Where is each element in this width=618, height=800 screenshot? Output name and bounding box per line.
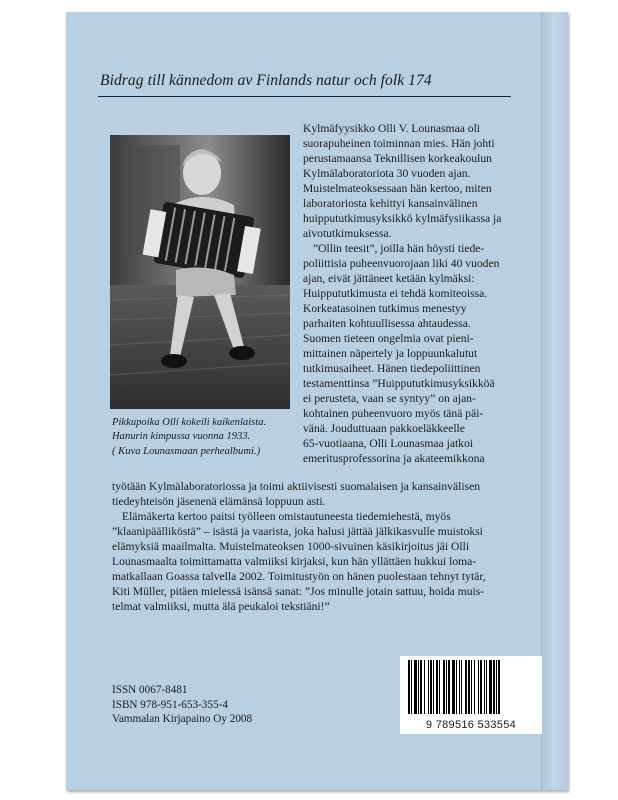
barcode-bar: [436, 660, 438, 714]
barcode-bar: [414, 660, 417, 714]
barcode-bar: [411, 660, 412, 714]
blurb-line: huippututkimusyksikkö kylmäfysiikassa ja: [303, 212, 502, 225]
blurb-line: aivotutkimuksessa.: [303, 227, 392, 240]
barcode-bar: [468, 660, 470, 714]
blurb-line: ajan, eivät jättäneet ketään kylmäksi:: [303, 272, 475, 285]
blurb-line: elämyksiä maailmalta. Muistelmateoksen 1000-sivuinen käsikirjoitus jäi Olli: [112, 540, 470, 553]
barcode-bar: [439, 660, 440, 714]
blurb-line: tutkimusaiheet. Hänen tiedepoliittinen: [303, 362, 481, 375]
blurb-line: Korkeatasoinen tutkimus menestyy: [303, 302, 467, 315]
blurb-line: laboratoriosta kehittyi kansainvälinen: [303, 197, 478, 210]
isbn: ISBN 978-951-653-355-4: [112, 698, 228, 711]
barcode-bar: [493, 660, 495, 714]
blurb-line: Kylmälaboratoriota 30 vuoden ajan.: [303, 167, 471, 180]
blurb-line: poliittisia puheenvuorojaan liki 40 vuoden: [303, 257, 500, 270]
blurb-line: Suomen tieteen ongelmia ovat pieni-: [303, 332, 474, 345]
barcode-number: 9 789516 533554: [425, 719, 517, 731]
blurb-line: Huippututkimusta ei tehdä komiteoissa.: [303, 287, 488, 300]
barcode-bar: [433, 660, 434, 714]
blurb-full-width: [112, 479, 532, 614]
photo-caption: [112, 416, 312, 459]
blurb-line: tiedeyhteisön jäsenenä elämänsä loppuun asti.: [112, 495, 326, 508]
blurb-line: mittainen näpertely ja loppuunkalutut: [303, 347, 478, 360]
series-title: Bidrag till kännedom av Finlands natur och folk 174: [100, 72, 432, 89]
blurb-line: Kiti Müller, pitäen mielessä isänsä sanat: ”Jos minulle jotain sattuu, hoida muis-: [112, 585, 485, 598]
book-back-cover: [66, 12, 568, 790]
barcode-bars: [400, 656, 542, 718]
barcode-bar: [443, 660, 445, 714]
barcode-bar: [430, 660, 432, 714]
blurb-line: Kylmäfyysikko Olli V. Lounasmaa oli: [303, 122, 481, 135]
barcode-bar: [486, 660, 487, 714]
barcode-bar: [446, 660, 447, 714]
barcode-bar: [480, 660, 482, 714]
barcode-bar: [428, 660, 429, 714]
blurb-line: ei perusteta, vaan se syntyy” on ajan-: [303, 392, 476, 405]
barcode-bar: [474, 660, 475, 714]
blurb-line: parhaiten kohtuullisessa ahtaudessa.: [303, 317, 471, 330]
barcode-bar: [424, 660, 425, 714]
barcode-bar: [452, 660, 455, 714]
caption-line: Pikkupoika Olli kokeili kaikenlaista.: [112, 417, 267, 428]
barcode: [400, 656, 542, 734]
photo-image: [110, 135, 290, 409]
blurb-line: matkallaan Goassa talvella 2002. Toimitustyön on hänen puolestaan tehnyt tytär,: [112, 570, 486, 583]
barcode-bar: [459, 660, 460, 714]
caption-line: Hanurin kimpussa vuonna 1933.: [112, 431, 251, 443]
blurb-line: kohtainen puheenvuoro myös tänä päi-: [303, 407, 484, 420]
barcode-bar: [489, 660, 492, 714]
blurb-line: suorapuheinen toiminnan mies. Hän johti: [303, 137, 495, 150]
blurb-line: testamenttinsa ”Huippututkimusyksikköä: [303, 377, 495, 390]
series-title-underline: [98, 96, 511, 97]
book-spine: [541, 12, 568, 790]
barcode-bar: [448, 660, 450, 714]
printer: Vammalan Kirjapaino Oy 2008: [112, 713, 253, 726]
barcode-bar: [418, 660, 419, 714]
barcode-bar: [465, 660, 467, 714]
blurb-line: perustamaansa Teknillisen korkeakoulun: [303, 152, 492, 165]
imprint-block: [112, 683, 252, 727]
blurb-line: 65-vuotiaana, Olli Lounasmaa jatkoi: [303, 437, 473, 450]
barcode-bar: [471, 660, 472, 714]
blurb-line: emeritusprofessorina ja akateemikkona: [303, 452, 485, 465]
blurb-line: Muistelmateoksessaan hän kertoo, miten: [303, 182, 492, 195]
blurb-line: ”Ollin teesit”, joilla hän höysti tiede-: [313, 242, 485, 255]
barcode-bar: [498, 660, 500, 714]
blurb-line: vänä. Jouduttuaan pakkoeläkkeelle: [303, 422, 465, 435]
barcode-bar: [456, 660, 457, 714]
barcode-bar: [408, 660, 410, 714]
blurb-line: telmat valmiiksi, mutta älä peukaloi tekstiäni!”: [112, 600, 330, 613]
barcode-bar: [496, 660, 497, 714]
barcode-bar: [420, 660, 422, 714]
blurb-line: Elämäkerta kertoo paitsi työlleen omistautuneesta tiedemiehestä, myös: [122, 510, 451, 523]
blurb-line: Lounasmaalta toimittamatta valmiiksi kirjaksi, kun hän yllättäen hukkui loma-: [112, 555, 477, 568]
issn: ISSN 0067-8481: [112, 684, 188, 696]
caption-line: ( Kuva Lounasmaan perhealbumi.): [112, 445, 261, 457]
blurb-line: työtään Kylmälaboratoriossa ja toimi aktiivisesti suomalaisen ja kansainvälisen: [112, 480, 481, 493]
photo-boy-accordion: [110, 135, 290, 409]
barcode-bar: [484, 660, 485, 714]
blurb-line: ”klaanipäälliköstä” – isästä ja vaarista, joka halusi jättää jälkikasvulle muistoksi: [112, 525, 483, 538]
barcode-bar: [461, 660, 462, 714]
blurb-column-right: [303, 121, 533, 466]
barcode-bar: [478, 660, 479, 714]
